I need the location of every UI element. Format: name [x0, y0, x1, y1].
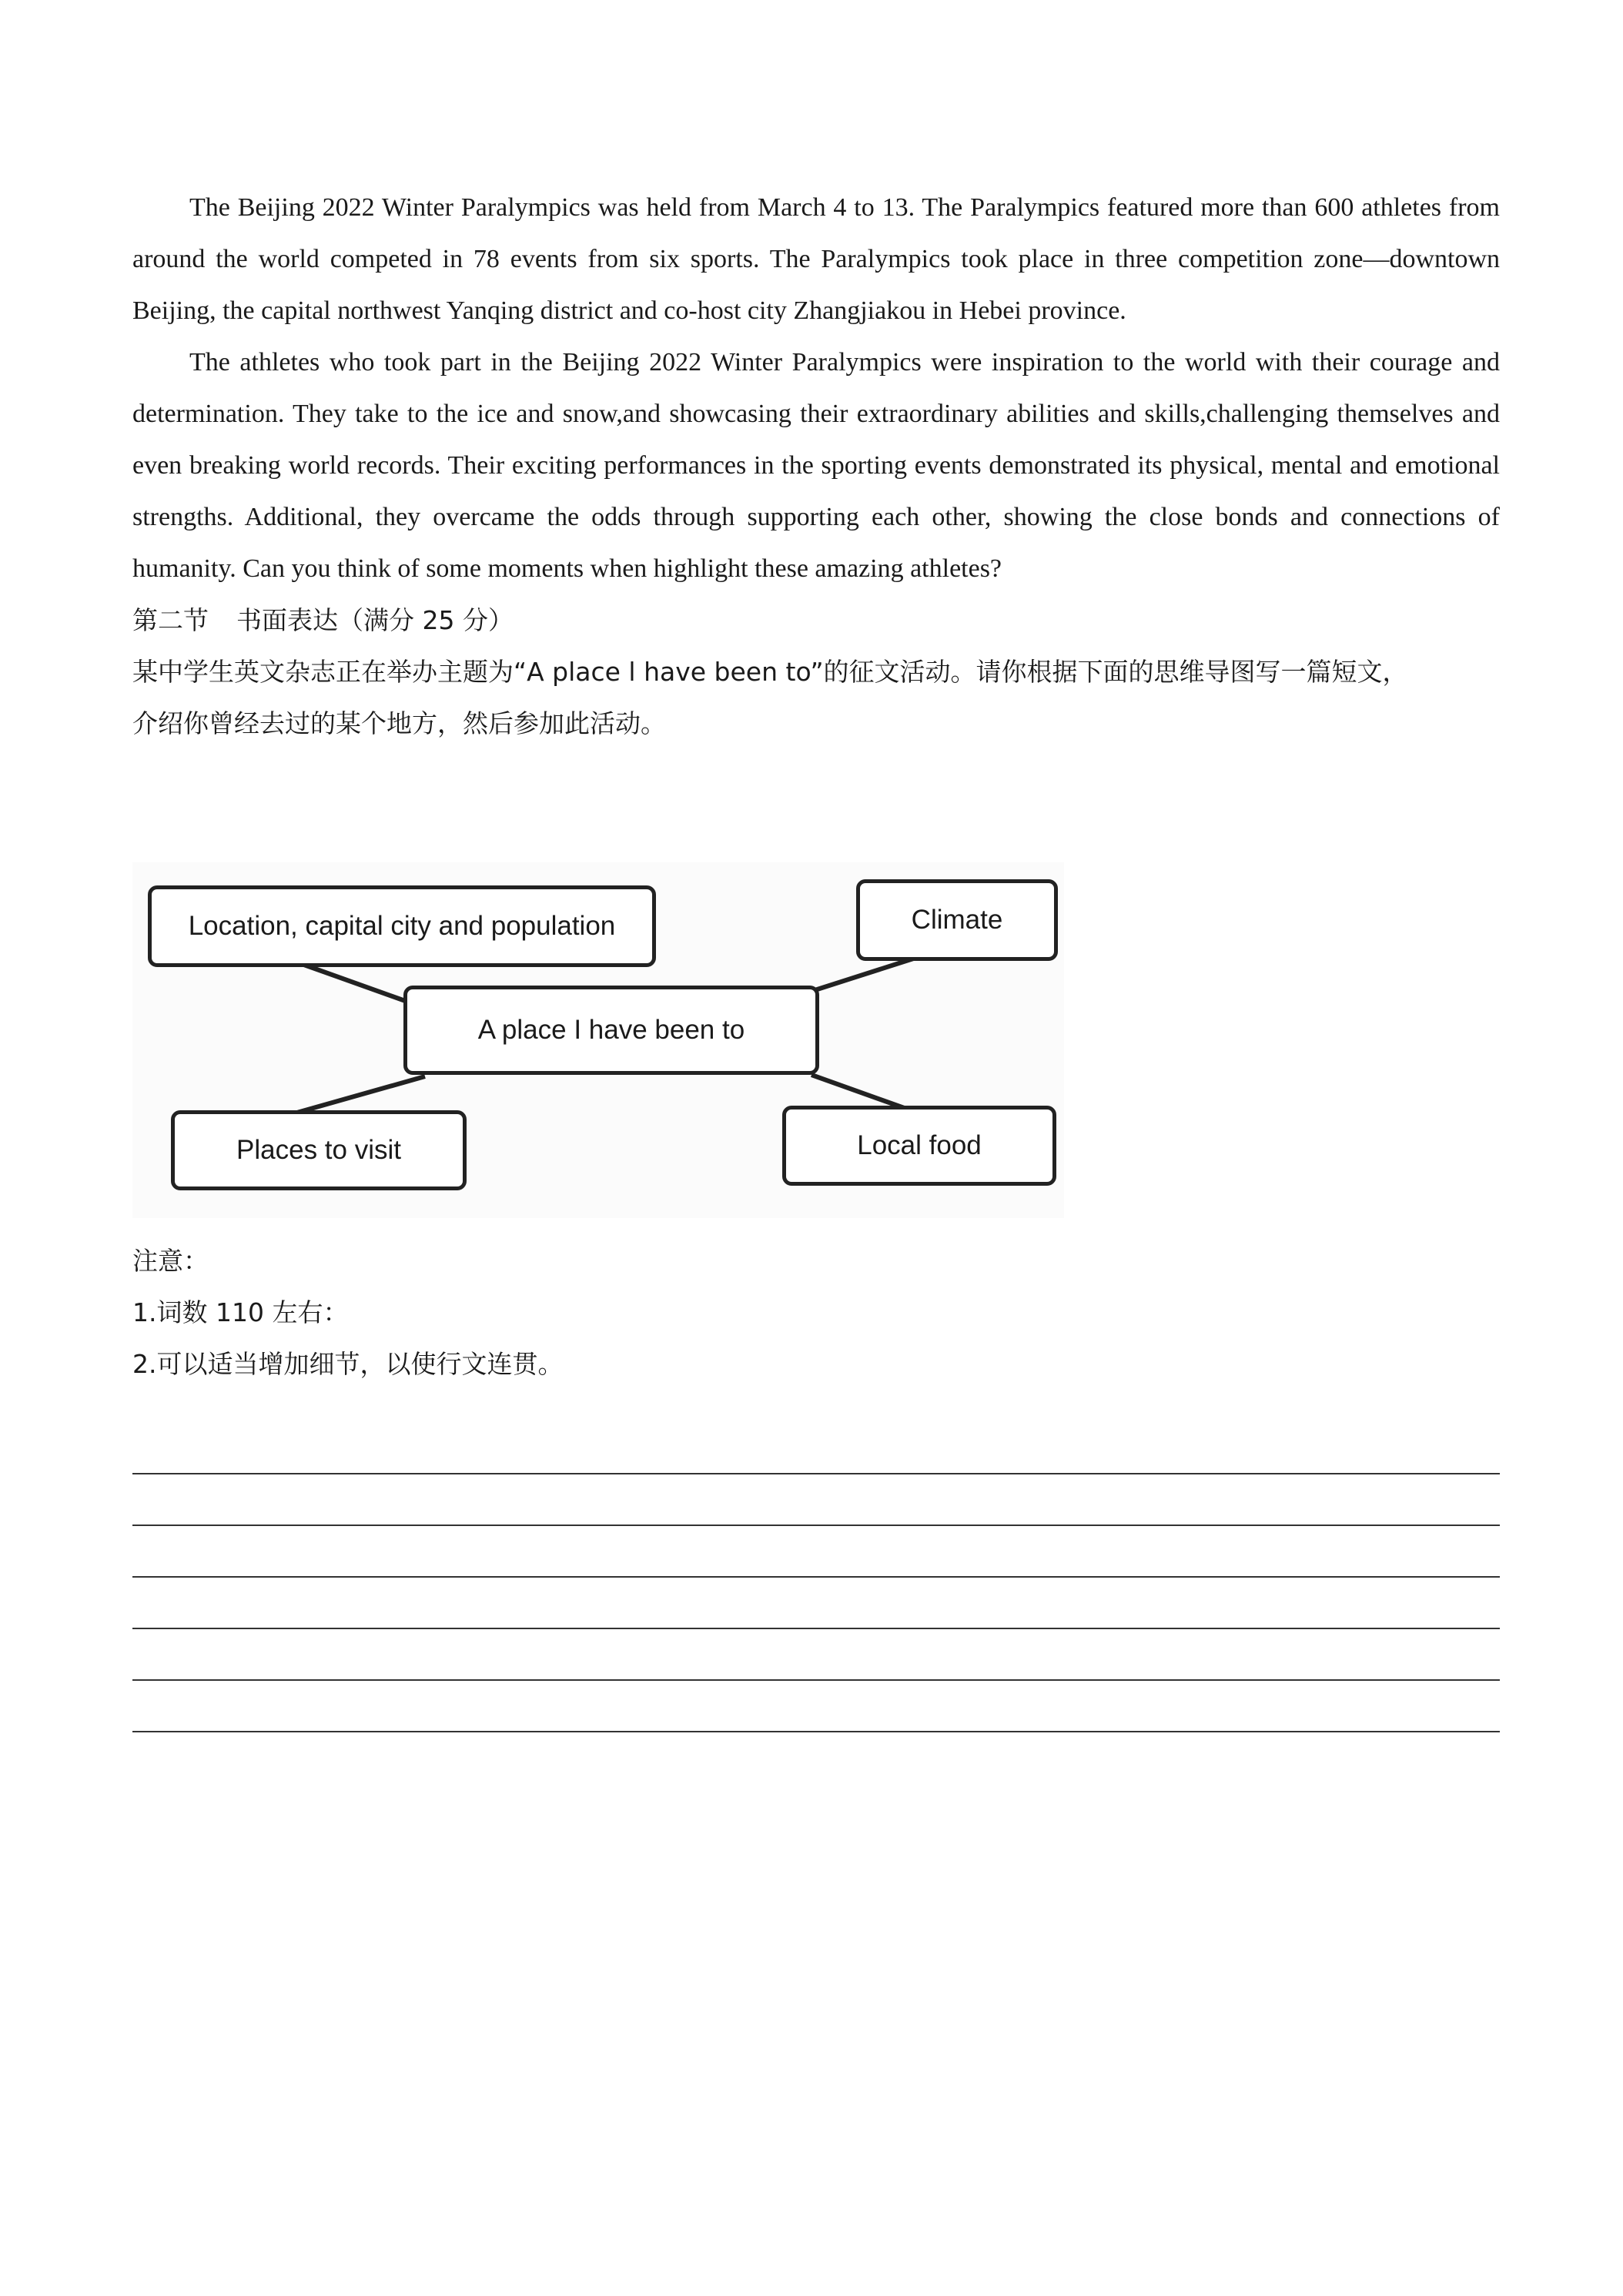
node-location: Location, capital city and population: [148, 885, 656, 967]
mind-map: [132, 862, 1064, 1218]
connector-top-left: [302, 964, 410, 1002]
node-climate: Climate: [856, 879, 1058, 961]
task-instruction-line-2: 介绍你曾经去过的某个地方，然后参加此活动。: [132, 708, 666, 738]
task-instruction-line-1: 某中学生英文杂志正在举办主题为“A place l have been to”的征文活动。请你根据下面的思维导图写一篇短文，: [132, 657, 1408, 687]
passage-paragraph-1: The Beijing 2022 Winter Paralympics was held from March 4 to 13. The Paralympics featured more than 600 athletes from around the world competed in 78 events from six sports. The Paralympics took place in three competition zone—downtown Beijing, the capital northwest Yanqing district and co-host city Zhangjiakou in Hebei province.: [132, 193, 1500, 325]
node-places-to-visit: Places to visit: [171, 1110, 467, 1190]
passage-paragraph-2: The athletes who took part in the Beijing 2022 Winter Paralympics were inspiration to the world with their courage and determination. They take to the ice and snow,and showcasing their extraordinary abilities and skills,challenging themselves and even breaking world records. Their exciting performances in the sporting events demonstrated its physical, mental and emotional strengths. Additional, they overcame the odds through supporting each other, showing the close bonds and connections of humanity. Can you think of some moments when highlight these amazing athletes?: [132, 348, 1500, 583]
notes-item-1: 1.词数 110 左右：: [132, 1297, 349, 1327]
notes-heading: 注意：: [132, 1246, 209, 1276]
section-title: 书面表达（满分 25 分）: [236, 605, 514, 635]
answer-line[interactable]: [132, 1681, 1500, 1732]
node-center: A place I have been to: [403, 986, 819, 1075]
section-label: 第二节: [132, 605, 209, 635]
answer-lines: [132, 1423, 1500, 1732]
answer-line[interactable]: [132, 1629, 1500, 1681]
section-heading: [132, 594, 1500, 646]
passage: [132, 182, 1500, 749]
answer-line[interactable]: [132, 1474, 1500, 1526]
answer-line[interactable]: [132, 1578, 1500, 1629]
notes: [132, 1235, 1500, 1390]
answer-line[interactable]: [132, 1423, 1500, 1474]
node-local-food: Local food: [782, 1106, 1056, 1186]
answer-line[interactable]: [132, 1526, 1500, 1578]
notes-item-2: 2.可以适当增加细节，以使行文连贯。: [132, 1349, 564, 1379]
